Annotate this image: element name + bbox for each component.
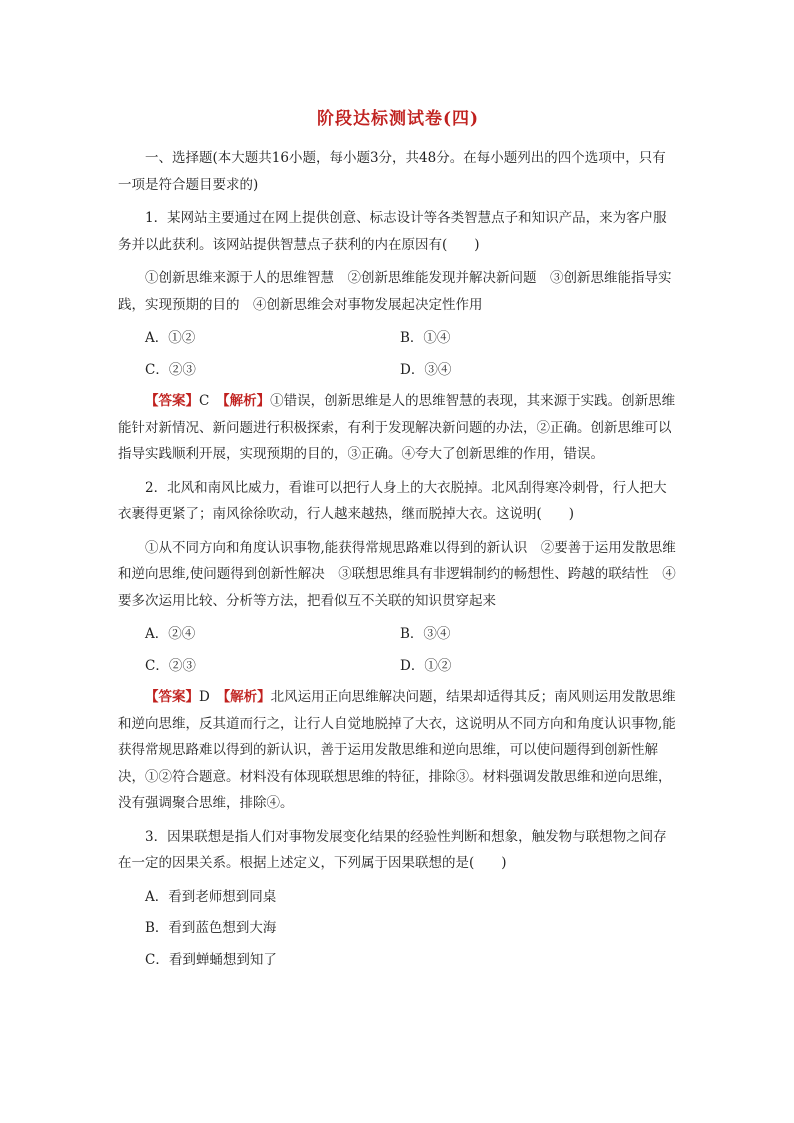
question-3-stem: 3．因果联想是指人们对事物发展变化结果的经验性判断和想象，触发物与联想物之间存在一定的因果关系。根据上述定义，下列属于因果联想的是( ) bbox=[118, 828, 667, 871]
answer-tag: 【答案】 bbox=[145, 393, 199, 409]
option-a: A．②④ bbox=[145, 626, 196, 642]
analysis-text: ①错误，创新思维是人的思维智慧的表现，其来源于实践。创新思维能针对新情况、新问题进行积极探索，有利于发现解决新问题的办法，②正确。创新思维可以指导实践顺利开展，实现预期的目的，③正确。④夸大了创新思维的作用，错误。 bbox=[118, 393, 676, 462]
question-2-items: ①从不同方向和角度认识事物,能获得常规思路难以得到的新认识 ②要善于运用发散思维和逆向思维,使问题得到创新性解决 ③联想思维具有非逻辑制约的畅想性、跨越的联结性 ④要多次运用比较、分析等方法，把看似互不关联的知识贯穿起来 bbox=[118, 539, 676, 609]
option-d: D．③④ bbox=[400, 361, 452, 378]
option-d: D．①② bbox=[400, 657, 452, 674]
answer-letter: D bbox=[199, 689, 210, 705]
option-a: A．看到老师想到同桌 bbox=[145, 888, 277, 905]
document-page bbox=[118, 100, 678, 978]
question-2-options-row-1 bbox=[118, 621, 678, 648]
page-title: 阶段达标测试卷(四) bbox=[316, 109, 480, 129]
answer-tag: 【答案】 bbox=[145, 689, 199, 705]
question-1-options-row-1 bbox=[118, 325, 678, 352]
option-a: A．①② bbox=[145, 330, 196, 346]
answer-letter: C bbox=[199, 393, 210, 409]
option-b: B．看到蓝色想到大海 bbox=[145, 920, 277, 936]
question-2-answer bbox=[118, 684, 678, 817]
question-2-options-row-2 bbox=[118, 653, 678, 680]
option-b: B．③④ bbox=[400, 626, 451, 642]
question-2-stem: 2．北风和南风比威力，看谁可以把行人身上的大衣脱掉。北风刮得寒冷刺骨，行人把大衣裹得更紧了；南风徐徐吹动，行人越来越热，继而脱掉大衣。这说明( ) bbox=[118, 479, 667, 522]
option-c: C．②③ bbox=[145, 657, 196, 674]
analysis-tag: 【解析】 bbox=[222, 393, 271, 409]
option-b: B．①④ bbox=[400, 330, 451, 346]
question-1-items: ①创新思维来源于人的思维智慧 ②创新思维能发现并解决新问题 ③创新思维能指导实践，实现预期的目的 ④创新思维会对事物发展起决定性作用 bbox=[118, 270, 672, 313]
section-intro: 一、选择题(本大题共16小题，每小题3分，共48分。在每小题列出的四个选项中，只有一项是符合题目要求的) bbox=[118, 150, 666, 193]
question-1-options-row-2 bbox=[118, 357, 678, 384]
option-c: C．看到蝉蛹想到知了 bbox=[145, 951, 277, 968]
question-1-answer bbox=[118, 388, 678, 468]
analysis-tag: 【解析】 bbox=[223, 689, 271, 705]
question-1-stem: 1．某网站主要通过在网上提供创意、标志设计等各类智慧点子和知识产品，来为客户服务并以此获利。该网站提供智慧点子获利的内在原因有( ) bbox=[118, 210, 667, 253]
option-c: C．②③ bbox=[145, 361, 196, 378]
analysis-text: 北风运用正向思维解决问题，结果却适得其反；南风则运用发散思维和逆向思维，反其道而行之，让行人自觉地脱掉了大衣，这说明从不同方向和角度认识事物,能获得常规思路难以得到的新认识，善于运用发散思维和逆向思维，可以使问题得到创新性解决，①②符合题意。材料没有体现联想思维的特征，排除③。材料强调发散思维和逆向思维，没有强调聚合思维，排除④。 bbox=[118, 689, 676, 811]
